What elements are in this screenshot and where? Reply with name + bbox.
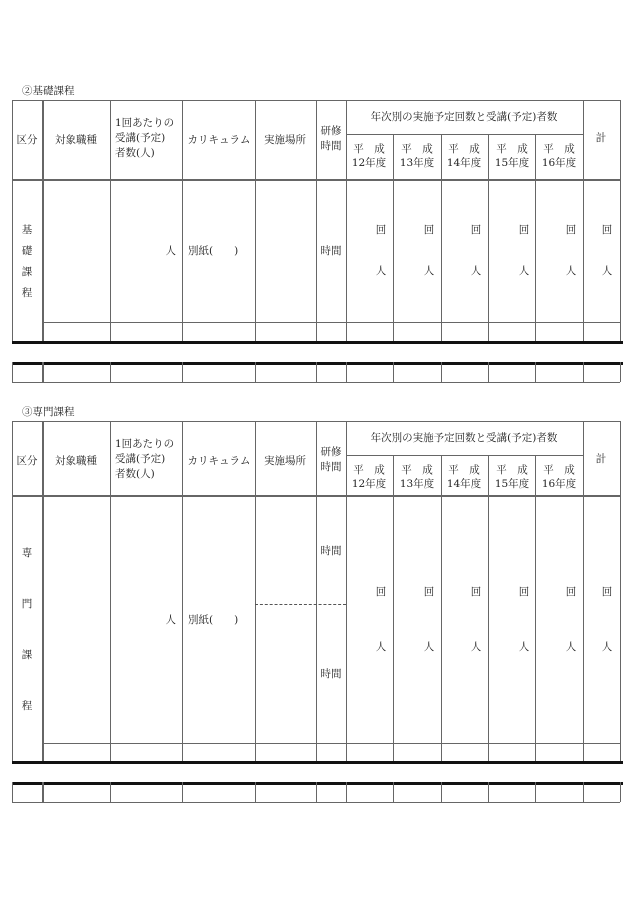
column-line: [441, 134, 442, 341]
header-place: 実施場所: [264, 134, 306, 146]
header-total: 計: [595, 132, 607, 144]
continuation-column-line: [110, 782, 111, 802]
kubun-char: 礎: [21, 245, 33, 257]
times-unit: 回: [518, 224, 530, 236]
continuation-column-line: [583, 782, 584, 802]
column-line: [441, 455, 442, 761]
kubun-char: 程: [21, 700, 33, 712]
inner-row-divider: [42, 743, 620, 744]
persons-unit: 人: [565, 641, 577, 653]
hours-unit: 時間: [320, 545, 342, 557]
column-line: [583, 100, 584, 341]
continuation-column-line: [488, 362, 489, 382]
times-unit: 回: [470, 224, 482, 236]
header-year-label: 12年度: [351, 157, 387, 169]
column-line: [42, 100, 44, 341]
persons-unit: 人: [375, 265, 387, 277]
header-year-label: 16年度: [541, 157, 577, 169]
continuation-column-line: [488, 782, 489, 802]
column-line: [316, 100, 317, 341]
column-line: [620, 100, 621, 341]
times-unit: 回: [565, 224, 577, 236]
header-year-label: 13年度: [399, 157, 435, 169]
times-unit: 回: [375, 224, 387, 236]
times-unit: 回: [601, 586, 613, 598]
header-year-label: 12年度: [351, 478, 387, 490]
header-per-session-line: 者数(人): [115, 147, 155, 159]
column-line: [535, 134, 536, 341]
header-per-session-line: 受講(予定): [115, 453, 166, 465]
header-year-era: 平 成: [543, 464, 575, 476]
column-line: [316, 421, 317, 761]
curriculum-attachment: 別紙( ): [188, 614, 239, 626]
column-line: [346, 100, 347, 341]
persons-unit: 人: [375, 641, 387, 653]
kubun-char: 課: [21, 266, 33, 278]
continuation-column-line: [441, 362, 442, 382]
column-line: [620, 421, 621, 761]
header-curriculum: カリキュラム: [187, 134, 251, 146]
continuation-column-line: [255, 362, 256, 382]
header-year-era: 平 成: [496, 464, 528, 476]
header-year-era: 平 成: [353, 464, 385, 476]
column-line: [182, 100, 183, 341]
persons-unit: 人: [518, 265, 530, 277]
header-target-occupation: 対象職種: [55, 455, 97, 467]
header-kubun: 区分: [16, 134, 38, 146]
times-unit: 回: [518, 586, 530, 598]
column-line: [393, 134, 394, 341]
persons-unit: 人: [601, 641, 613, 653]
header-year-era: 平 成: [448, 143, 480, 155]
kubun-char: 門: [21, 598, 33, 610]
column-line: [42, 421, 44, 761]
persons-unit: 人: [423, 641, 435, 653]
kubun-char: 程: [21, 287, 33, 299]
kubun-char: 基: [21, 224, 33, 236]
curriculum-attachment: 別紙( ): [188, 245, 239, 257]
kubun-char: 課: [21, 649, 33, 661]
header-per-session-line: 1回あたりの: [115, 438, 175, 450]
continuation-column-line: [393, 362, 394, 382]
header-place: 実施場所: [264, 455, 306, 467]
column-line: [346, 421, 347, 761]
per-session-unit: 人: [165, 245, 176, 257]
year-header-divider: [346, 134, 583, 135]
continuation-row-bottom: [12, 382, 620, 383]
times-unit: 回: [470, 586, 482, 598]
continuation-column-line: [12, 362, 13, 382]
persons-unit: 人: [423, 265, 435, 277]
persons-unit: 人: [601, 265, 613, 277]
continuation-column-line: [255, 782, 256, 802]
header-year-era: 平 成: [353, 143, 385, 155]
continuation-column-line: [583, 362, 584, 382]
persons-unit: 人: [470, 265, 482, 277]
column-line: [12, 100, 13, 341]
header-yearly: 年次別の実施予定回数と受講(予定)者数: [370, 432, 558, 444]
column-line: [488, 455, 489, 761]
header-hours-2: 時間: [320, 140, 342, 152]
place-hours-divider: [255, 604, 346, 605]
header-total: 計: [595, 453, 607, 465]
table-continuation-thick-border: [12, 782, 623, 785]
times-unit: 回: [423, 586, 435, 598]
hours-unit: 時間: [320, 668, 342, 680]
header-target-occupation: 対象職種: [55, 134, 97, 146]
column-line: [583, 421, 584, 761]
header-year-label: 16年度: [541, 478, 577, 490]
continuation-column-line: [316, 782, 317, 802]
header-year-label: 15年度: [494, 157, 530, 169]
table-continuation-thick-border: [12, 362, 623, 365]
header-per-session-line: 受講(予定): [115, 132, 166, 144]
continuation-column-line: [110, 362, 111, 382]
continuation-row-bottom: [12, 802, 620, 803]
column-line: [110, 100, 111, 341]
continuation-column-line: [346, 782, 347, 802]
per-session-unit: 人: [165, 614, 176, 626]
column-line: [12, 421, 13, 761]
persons-unit: 人: [518, 641, 530, 653]
times-unit: 回: [423, 224, 435, 236]
column-line: [255, 421, 256, 761]
header-year-label: 14年度: [446, 157, 482, 169]
header-year-era: 平 成: [543, 143, 575, 155]
persons-unit: 人: [470, 641, 482, 653]
header-curriculum: カリキュラム: [187, 455, 251, 467]
column-line: [182, 421, 183, 761]
times-unit: 回: [565, 586, 577, 598]
header-year-era: 平 成: [401, 464, 433, 476]
kubun-char: 専: [21, 547, 33, 559]
header-hours-1: 研修: [320, 446, 342, 458]
header-per-session-line: 者数(人): [115, 468, 155, 480]
continuation-column-line: [316, 362, 317, 382]
continuation-column-line: [346, 362, 347, 382]
persons-unit: 人: [565, 265, 577, 277]
continuation-column-line: [12, 782, 13, 802]
column-line: [255, 100, 256, 341]
header-hours-2: 時間: [320, 461, 342, 473]
hours-unit: 時間: [320, 245, 342, 257]
column-line: [488, 134, 489, 341]
inner-row-divider: [42, 322, 620, 323]
continuation-column-line: [620, 362, 621, 382]
times-unit: 回: [375, 586, 387, 598]
column-line: [110, 421, 111, 761]
continuation-column-line: [393, 782, 394, 802]
header-year-era: 平 成: [401, 143, 433, 155]
continuation-column-line: [182, 782, 183, 802]
continuation-column-line: [42, 362, 44, 382]
header-year-label: 13年度: [399, 478, 435, 490]
column-line: [393, 455, 394, 761]
times-unit: 回: [601, 224, 613, 236]
header-kubun: 区分: [16, 455, 38, 467]
table-bottom-thick-border: [12, 761, 623, 764]
section-title: ③専門課程: [22, 406, 75, 418]
continuation-column-line: [620, 782, 621, 802]
header-year-era: 平 成: [496, 143, 528, 155]
continuation-column-line: [182, 362, 183, 382]
continuation-column-line: [535, 782, 536, 802]
header-yearly: 年次別の実施予定回数と受講(予定)者数: [370, 111, 558, 123]
continuation-column-line: [441, 782, 442, 802]
section-title: ②基礎課程: [22, 85, 75, 97]
header-year-label: 14年度: [446, 478, 482, 490]
header-year-label: 15年度: [494, 478, 530, 490]
header-year-era: 平 成: [448, 464, 480, 476]
header-per-session-line: 1回あたりの: [115, 117, 175, 129]
continuation-column-line: [535, 362, 536, 382]
continuation-column-line: [42, 782, 44, 802]
header-hours-1: 研修: [320, 125, 342, 137]
table-bottom-thick-border: [12, 341, 623, 344]
year-header-divider: [346, 455, 583, 456]
column-line: [535, 455, 536, 761]
